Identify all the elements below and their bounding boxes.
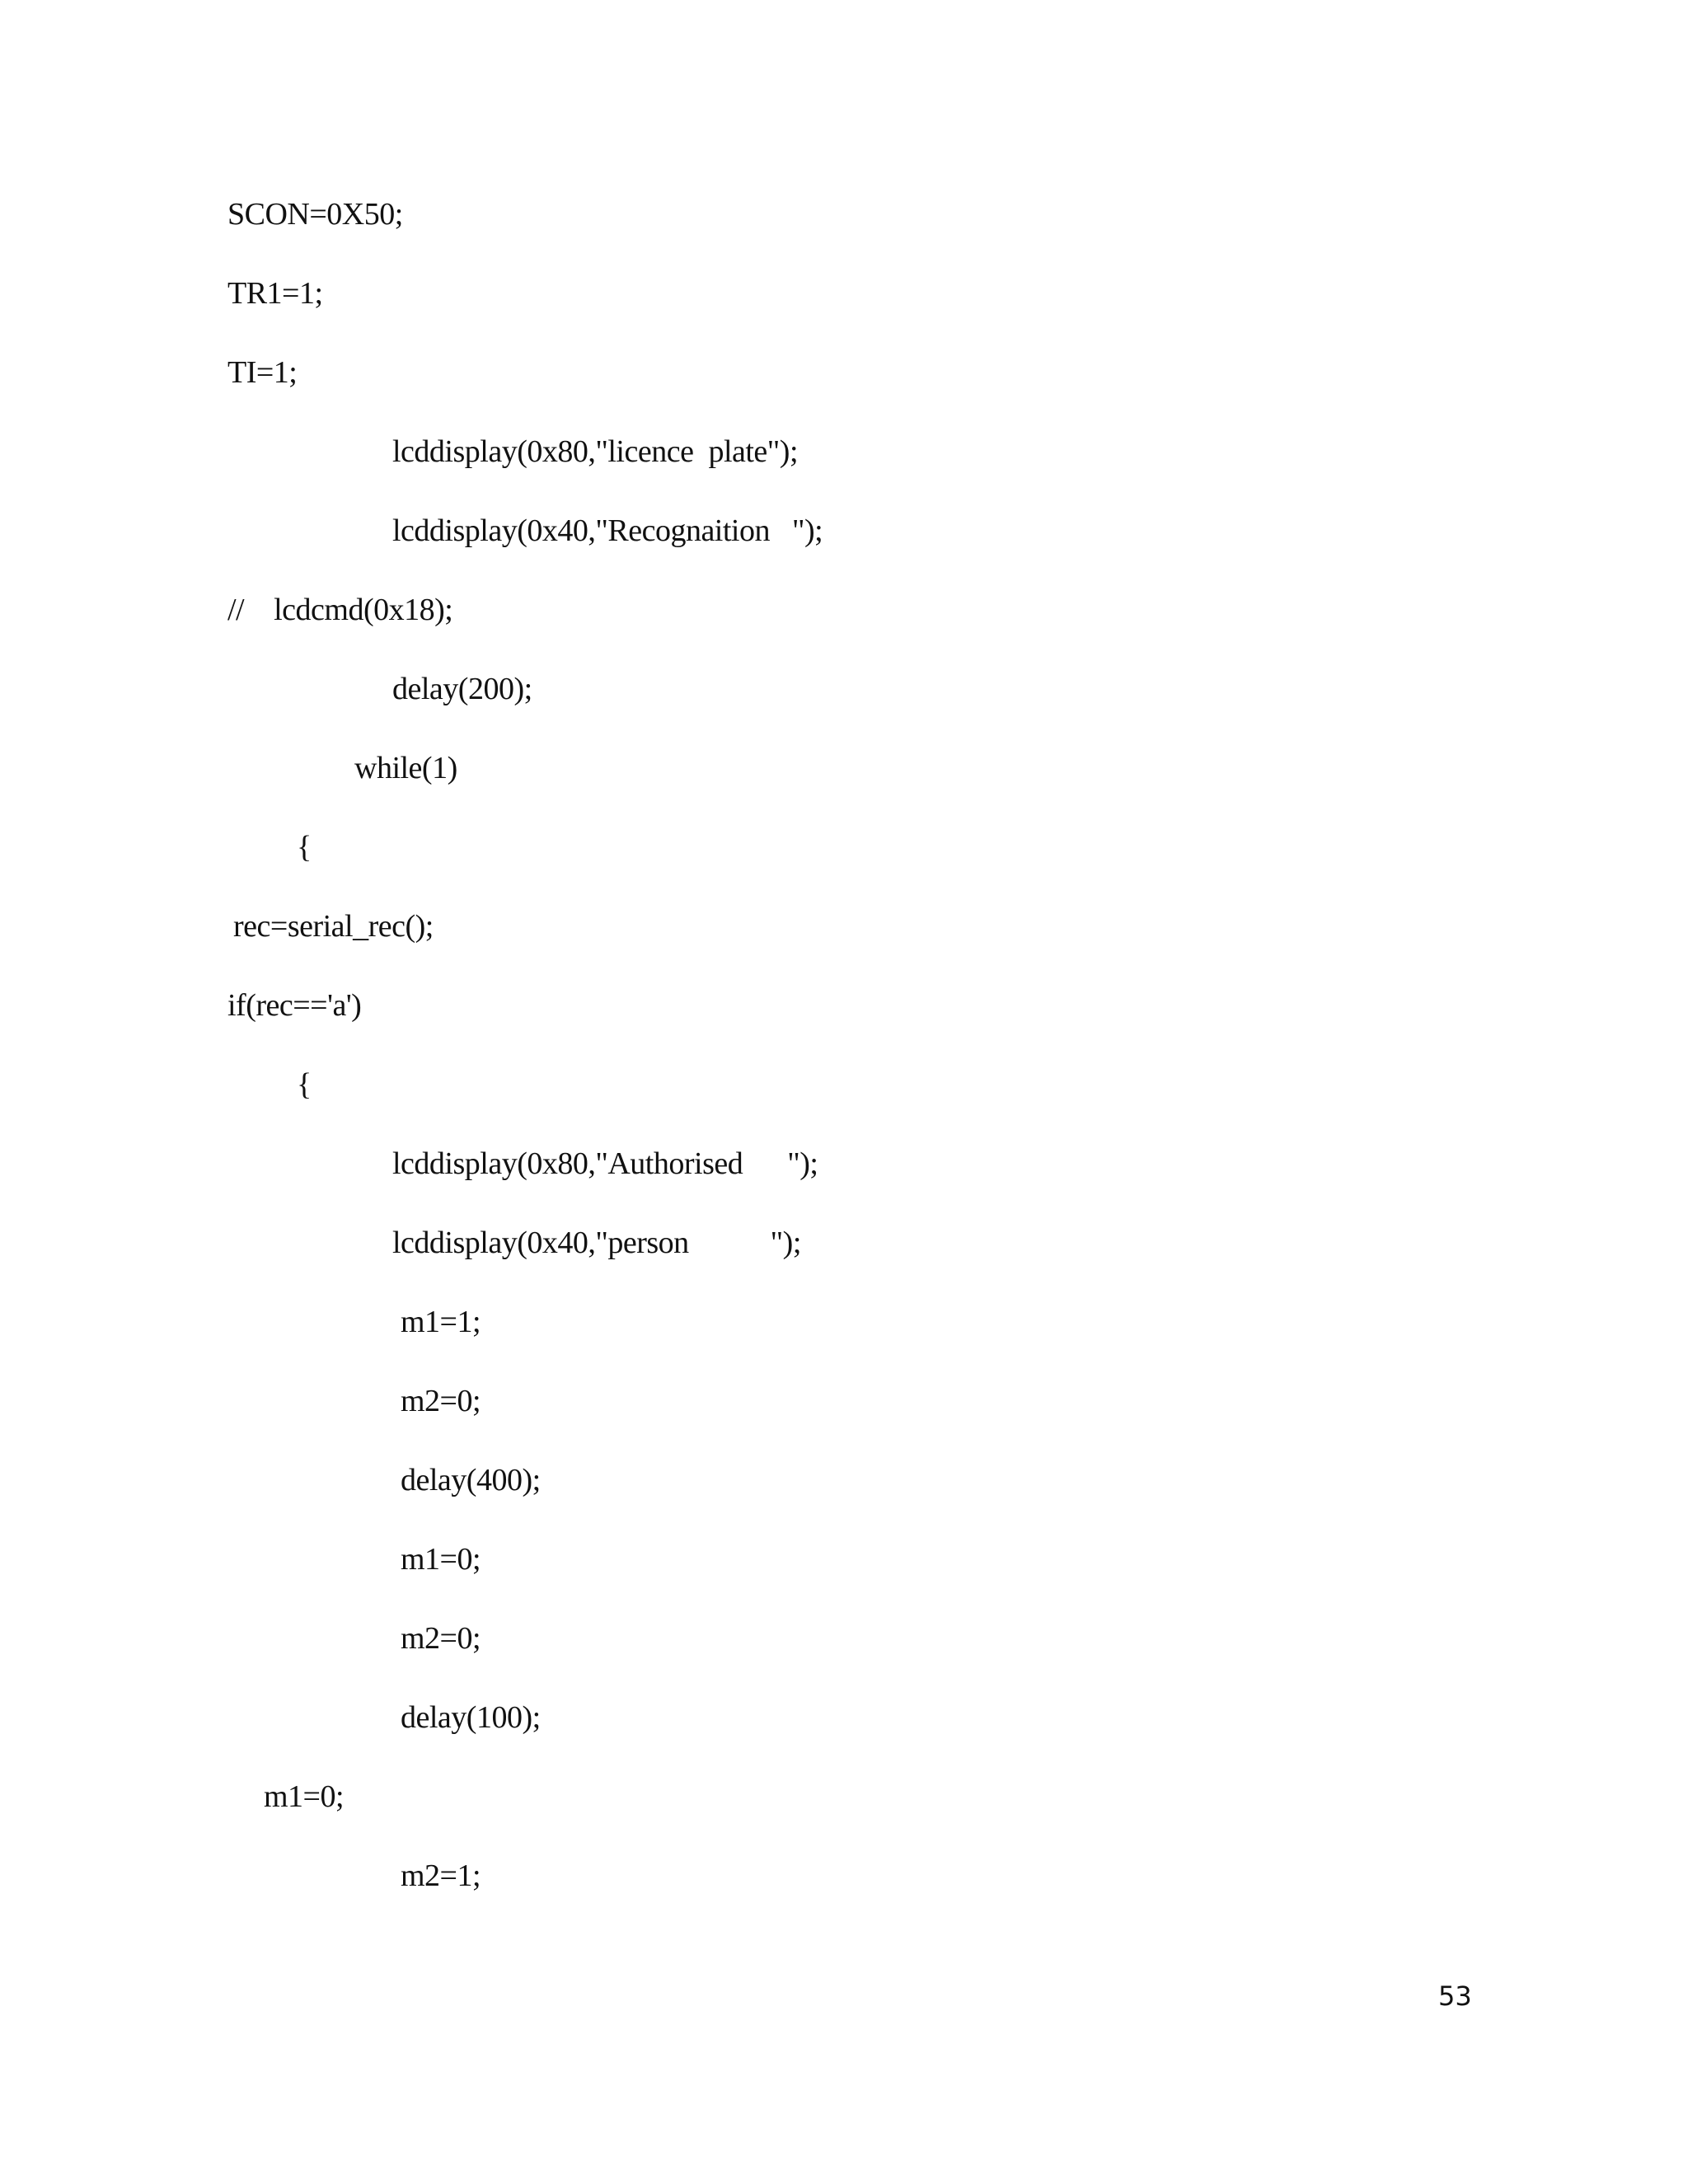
code-line: m2=0; [401, 1384, 481, 1418]
code-line: m1=1; [401, 1305, 481, 1339]
code-line: { [297, 830, 312, 865]
code-line: TI=1; [227, 355, 298, 390]
code-line: m2=1; [401, 1858, 481, 1893]
code-line: if(rec=='a') [227, 988, 362, 1023]
code-line: SCON=0X50; [227, 197, 403, 232]
code-line: TR1=1; [227, 276, 323, 311]
code-line: delay(400); [401, 1463, 541, 1497]
code-line: lcddisplay(0x40,"Recognaition "); [392, 513, 823, 548]
code-line: m1=0; [264, 1779, 345, 1814]
page-number: 53 [1438, 1980, 1472, 2012]
code-line: m1=0; [401, 1542, 481, 1577]
code-line: delay(100); [401, 1700, 541, 1735]
code-line: // lcdcmd(0x18); [227, 593, 453, 627]
code-line: { [297, 1067, 312, 1102]
code-line: m2=0; [401, 1621, 481, 1656]
code-line: while(1) [354, 751, 457, 785]
code-line: lcddisplay(0x40,"person "); [392, 1226, 801, 1260]
code-line: delay(200); [392, 672, 532, 706]
code-line: lcddisplay(0x80,"Authorised "); [392, 1146, 818, 1181]
code-line: rec=serial_rec(); [233, 909, 434, 944]
code-line: lcddisplay(0x80,"licence plate"); [392, 434, 799, 469]
